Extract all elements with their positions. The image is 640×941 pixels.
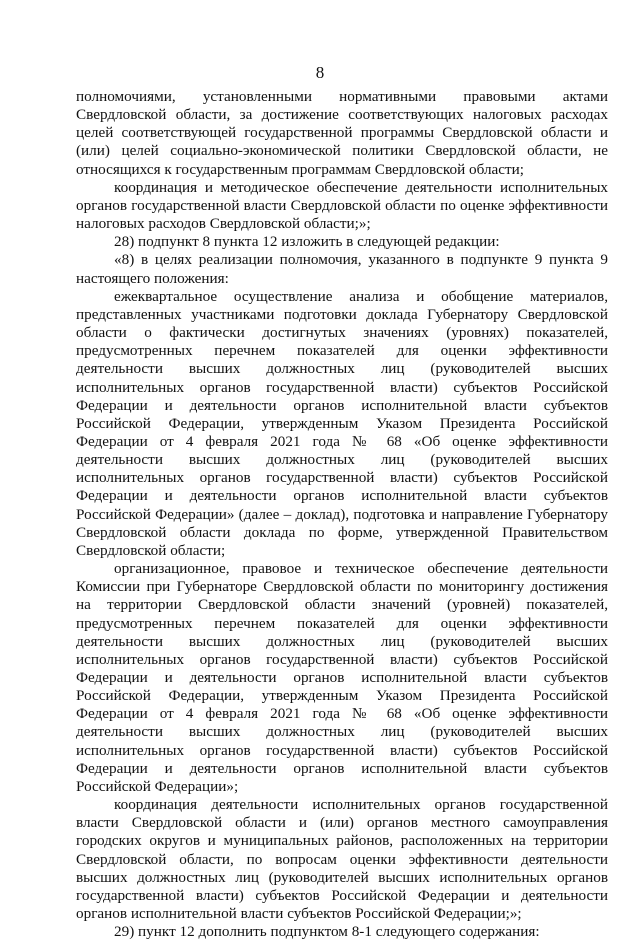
document-body	[76, 88, 608, 941]
paragraph-tax-expenses-coordination: координация и методическое обеспечение деятельности исполнительных органов государственной власти Свердловской области по оценке эффективности налоговых расходов Свердловской области;»;	[76, 178, 608, 233]
paragraph-item-29: 29) пункт 12 дополнить подпунктом 8-1 следующего содержания:	[114, 923, 540, 941]
paragraph-commission-support: организационное, правовое и техническое обеспечение деятельности Комиссии при Губернаторе Свердловской области по мониторингу достижения на территории Свердловской области значений (уровней) показателей, предусмотренных перечнем показателей для оценки эффективности деятельности высших должностных лиц (руководителей высших исполнительных органов государственной власти) субъектов Российской Федерации и деятельности органов исполнительной власти субъектов Российской Федерации, утвержденным Указом Президента Российской Федерации от 4 февраля 2021 года № 68 «Об оценке эффективности деятельности высших должностных лиц (руководителей высших исполнительных органов государственной власти) субъектов Российской Федерации и деятельности органов исполнительной власти субъектов Российской Федерации»;	[76, 560, 608, 795]
paragraph-item-28: 28) подпункт 8 пункта 12 изложить в следующей редакции:	[114, 233, 500, 251]
paragraph-coordination-of-bodies: координация деятельности исполнительных органов государственной власти Свердловской области и (или) органов местного самоуправления городских округов и муниципальных районов, расположенных на территории Свердловской области, по вопросам оценки эффективности деятельности высших должностных лиц (руководителей высших исполнительных органов государственной власти) субъектов Российской Федерации и деятельности органов исполнительной власти субъектов Российской Федерации;»;	[76, 796, 608, 923]
paragraph-quarterly-analysis: ежеквартальное осуществление анализа и обобщение материалов, представленных участниками подготовки доклада Губернатору Свердловской области о фактически достигнутых значениях (уровнях) показателей, предусмотренных перечнем показателей для оценки эффективности деятельности высших должностных лиц (руководителей высших исполнительных органов государственной власти) субъектов Российской Федерации и деятельности органов исполнительной власти субъектов Российской Федерации, утвержденным Указом Президента Российской Федерации от 4 февраля 2021 года № 68 «Об оценке эффективности деятельности высших должностных лиц (руководителей высших исполнительных органов государственной власти) субъектов Российской Федерации и деятельности органов исполнительной власти субъектов Российской Федерации» (далее – доклад), подготовка и направление Губернатору Свердловской области доклада по форме, утвержденной Правительством Свердловской области;	[76, 287, 608, 559]
paragraph-subitem-8-intro: «8) в целях реализации полномочия, указанного в подпункте 9 пункта 9 настоящего положения:	[76, 251, 608, 287]
paragraph-powers-continuation: полномочиями, установленными нормативными правовыми актами Свердловской области, за достижение соответствующих налоговых расходах целей соответствующей государственной программы Свердловской области и (или) целей социально-экономической политики Свердловской области, не относящихся к государственным программам Свердловской области;	[76, 88, 608, 178]
page-number: 8	[315, 63, 325, 82]
